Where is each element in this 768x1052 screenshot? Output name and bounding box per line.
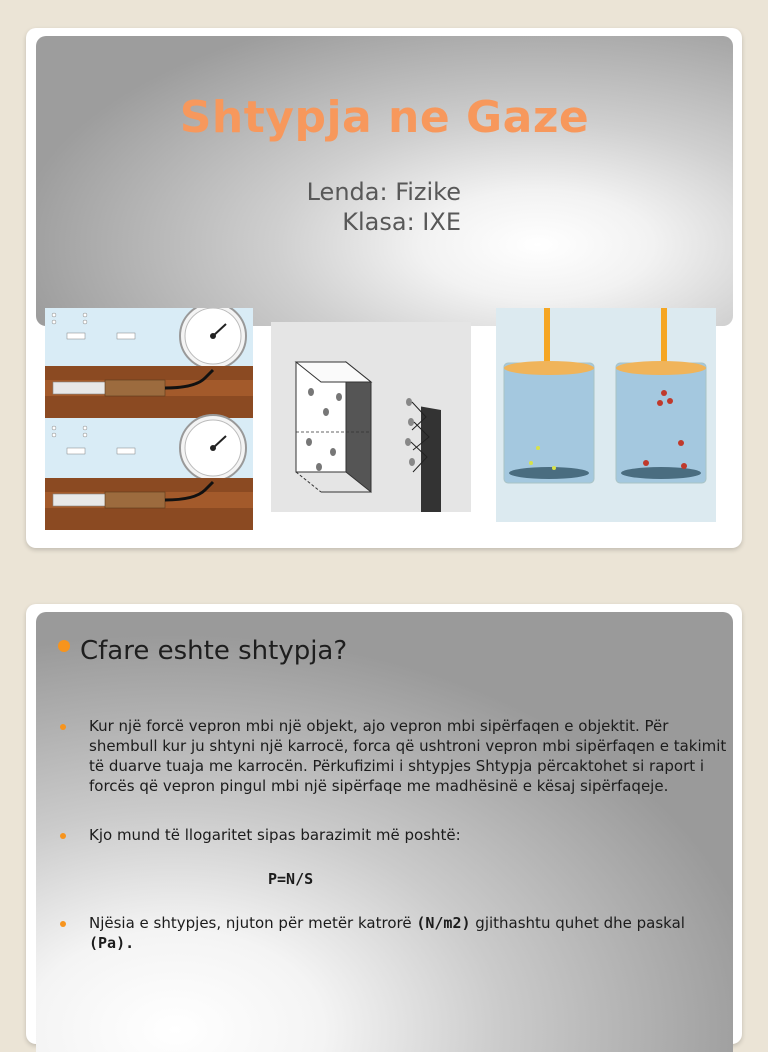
content-slide — [26, 604, 742, 1044]
slide-heading: Cfare eshte shtypja? — [80, 636, 348, 666]
molecules-box-image — [271, 322, 471, 512]
gas-pressure-simulation-image — [45, 308, 253, 530]
unit-paragraph — [89, 913, 729, 953]
bullet-icon — [60, 833, 66, 839]
subject-label: Lenda: Fizike — [306, 178, 461, 206]
bullet-icon — [60, 724, 66, 730]
bullet-icon — [60, 921, 66, 927]
definition-paragraph: Kur një forcë vepron mbi një objekt, ajo vepron mbi sipërfaqen e objektit. Për shembull kur ju shtyni një karrocë, forca që ushtroni vepron mbi sipërfaqen e takimit të duarve tuaja me karrocën. Përkufizimi i shtypjes Shtypja përcaktohet si raport i forcës që vepron pingul mbi një sipërfaqe me madhësinë e kësaj sipërfaqeje. — [89, 717, 727, 795]
class-label: Klasa: IXE — [342, 208, 461, 236]
content-placeholder — [36, 612, 733, 1052]
formula-intro-paragraph: Kjo mund të llogaritet sipas barazimit më poshtë: — [89, 826, 461, 844]
pressure-formula: P=N/S — [268, 870, 314, 888]
unit-pascal: (Pa). — [89, 934, 135, 952]
unit-text-part1: Njësia e shtypjes, njuton për metër katrorë — [89, 914, 417, 932]
unit-nm2: (N/m2) — [416, 914, 471, 932]
bullet-icon — [58, 640, 70, 652]
title-placeholder — [36, 36, 733, 326]
unit-text-part2: gjithashtu quhet dhe paskal — [470, 914, 685, 932]
title-slide — [26, 28, 742, 548]
slide-title: Shtypja ne Gaze — [179, 92, 590, 143]
beakers-piston-image — [496, 308, 716, 522]
